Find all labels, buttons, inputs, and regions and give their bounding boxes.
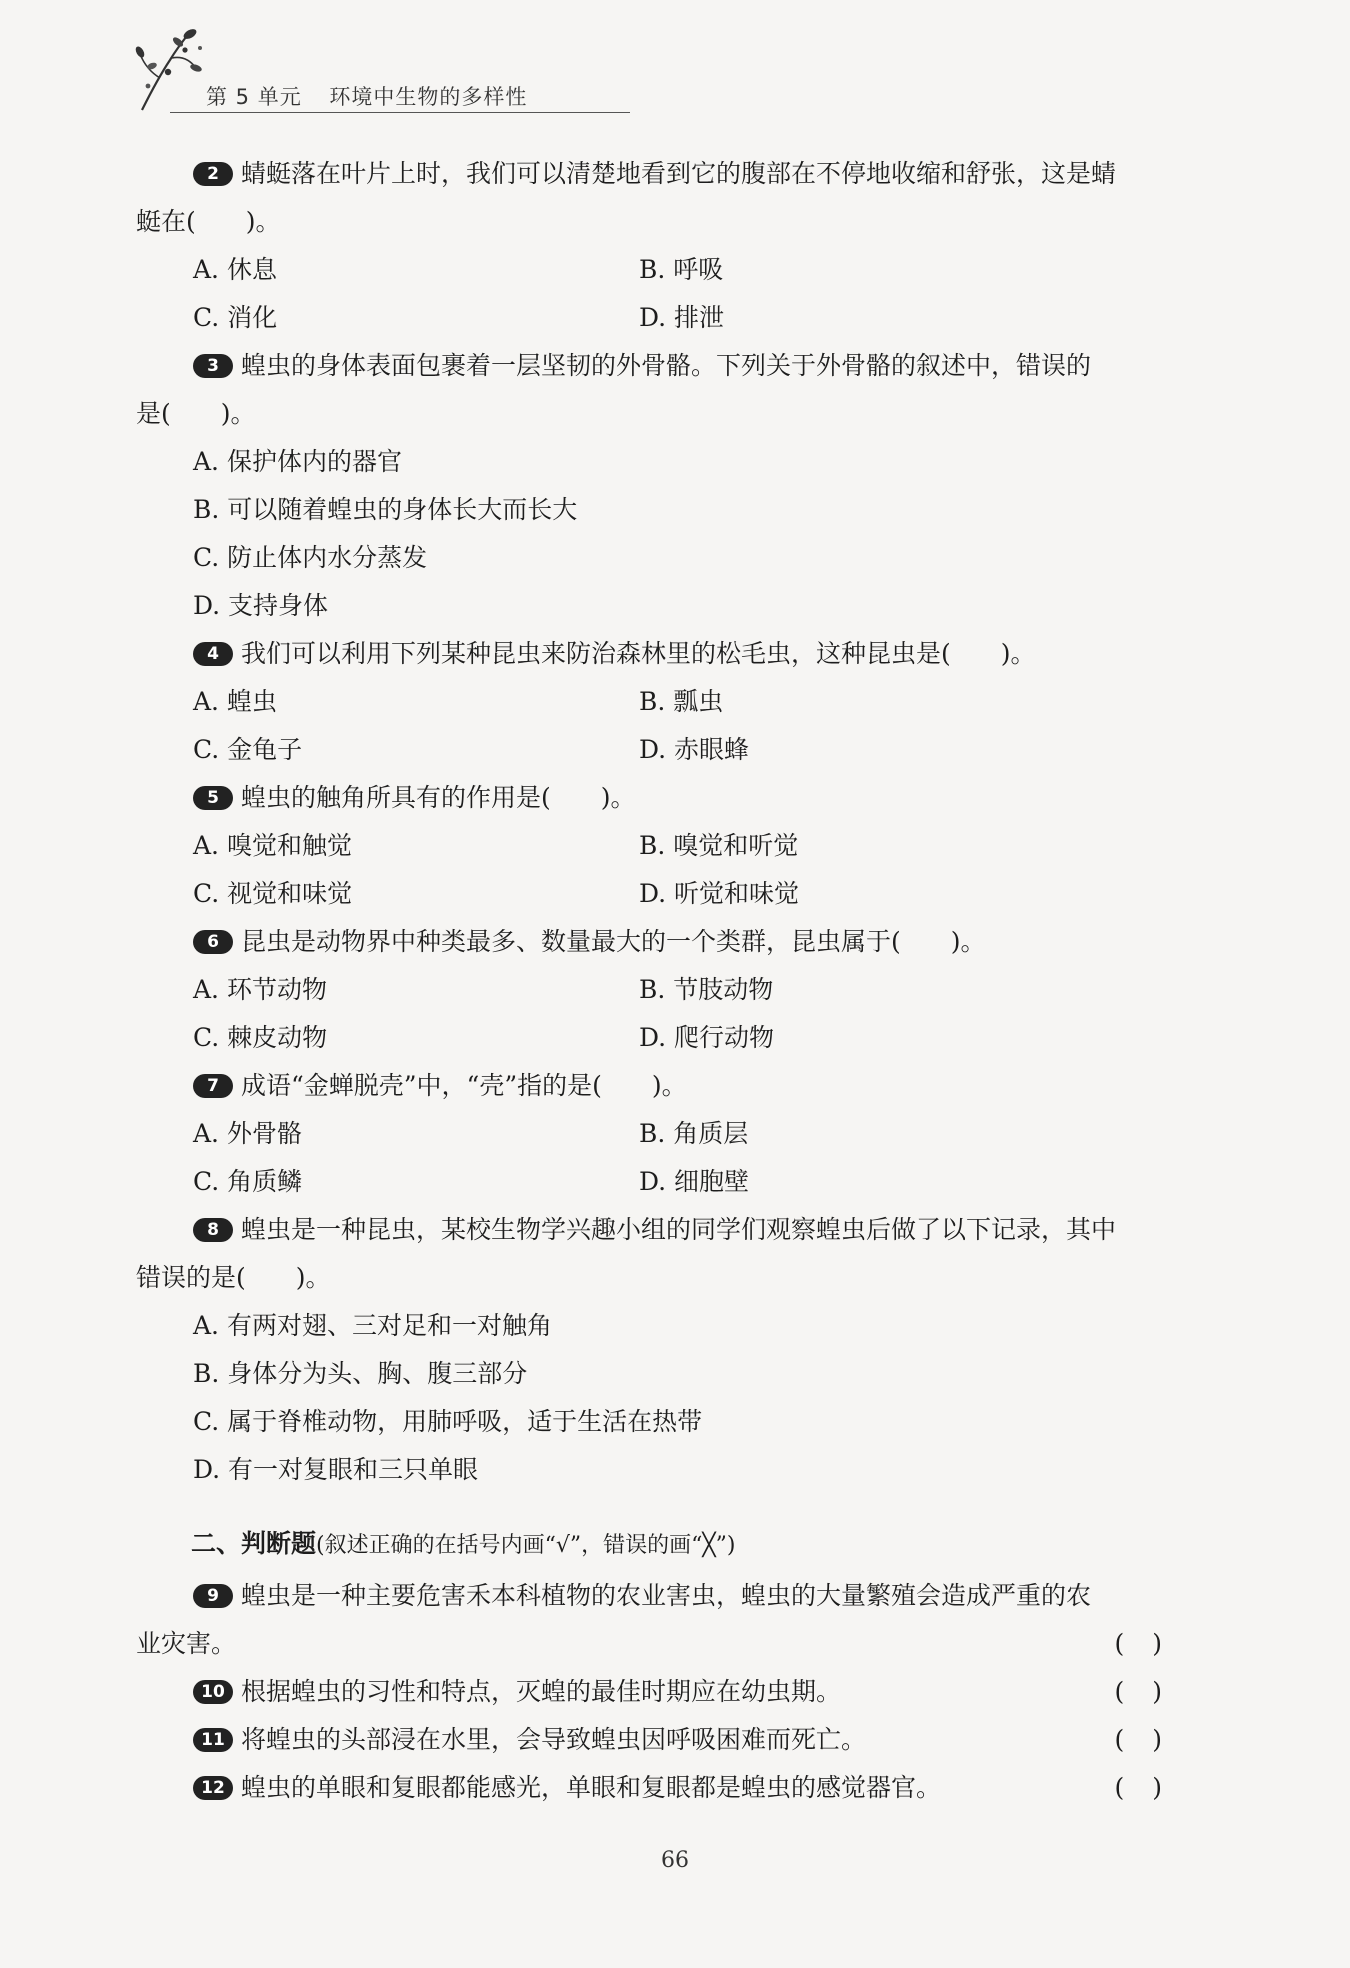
- question-3: [136, 342, 1196, 390]
- option-row: [136, 966, 1196, 1014]
- option-a: A. 休息: [193, 255, 277, 284]
- option-row: [136, 1110, 1196, 1158]
- question-number-badge: 7: [193, 1074, 233, 1098]
- option-a: A. 嗅觉和触觉: [193, 831, 352, 860]
- question-text: 我们可以利用下列某种昆虫来防治森林里的松毛虫，这种昆虫是( )。: [241, 639, 1036, 668]
- question-11: [136, 1716, 1196, 1764]
- question-number-badge: 8: [193, 1218, 233, 1242]
- question-number-badge: 5: [193, 786, 233, 810]
- question-text: 蝗虫的触角所具有的作用是( )。: [241, 783, 636, 812]
- question-number-badge: 9: [193, 1584, 233, 1608]
- question-text: 昆虫是动物界中种类最多、数量最大的一个类群，昆虫属于( )。: [241, 927, 986, 956]
- page-number: 66: [661, 1848, 689, 1873]
- option-c: C. 视觉和味觉: [193, 879, 353, 908]
- question-number-badge: 2: [193, 162, 233, 186]
- option-b: B. 瓢虫: [639, 687, 724, 716]
- option-a: A. 保护体内的器官: [193, 447, 402, 476]
- question-text: 成语“金蝉脱壳”中，“壳”指的是( )。: [241, 1071, 687, 1100]
- option-d: D. 听觉和味觉: [639, 879, 800, 908]
- question-text: 蝗虫的单眼和复眼都能感光，单眼和复眼都是蝗虫的感觉器官。: [241, 1773, 942, 1802]
- option-a: A. 蝗虫: [193, 687, 277, 716]
- question-text: 蝗虫是一种主要危害禾本科植物的农业害虫，蝗虫的大量繁殖会造成严重的农: [241, 1581, 1092, 1610]
- option-d: D. 有一对复眼和三只单眼: [193, 1455, 479, 1484]
- option-row: [136, 294, 1196, 342]
- question-5: [136, 774, 1196, 822]
- question-text: 蜻蜓落在叶片上时，我们可以清楚地看到它的腹部在不停地收缩和舒张，这是蜻: [241, 159, 1117, 188]
- option-d: D. 排泄: [639, 303, 725, 332]
- question-2: [136, 150, 1196, 198]
- question-9: [136, 1572, 1196, 1620]
- option-row: [136, 1014, 1196, 1062]
- orchid-branch-icon: [130, 20, 210, 120]
- option-c: C. 属于脊椎动物，用肺呼吸，适于生活在热带: [193, 1407, 703, 1436]
- option-a: A. 有两对翅、三对足和一对触角: [193, 1311, 552, 1340]
- option-d: D. 赤眼蜂: [639, 735, 750, 764]
- answer-parentheses[interactable]: (): [1114, 1629, 1190, 1658]
- answer-parentheses[interactable]: (): [1114, 1773, 1190, 1802]
- header-text: [206, 81, 527, 111]
- option-row: [136, 870, 1196, 918]
- question-text-continued: 是( )。: [136, 399, 256, 428]
- section-title: 二、判断题: [191, 1529, 317, 1558]
- option-a: A. 外骨骼: [193, 1119, 302, 1148]
- option-row: [136, 1158, 1196, 1206]
- question-number-badge: 6: [193, 930, 233, 954]
- question-10: [136, 1668, 1196, 1716]
- question-number-badge: 12: [193, 1776, 233, 1800]
- question-text-continued: 错误的是( )。: [136, 1263, 331, 1292]
- option-c: C. 棘皮动物: [193, 1023, 328, 1052]
- question-text: 根据蝗虫的习性和特点，灭蝗的最佳时期应在幼虫期。: [241, 1677, 842, 1706]
- option-b: B. 节肢动物: [639, 975, 774, 1004]
- question-8: [136, 1206, 1196, 1254]
- option-b: B. 身体分为头、胸、腹三部分: [193, 1359, 528, 1388]
- question-text-continued: [136, 1620, 1196, 1668]
- question-12: [136, 1764, 1196, 1812]
- question-number-badge: 10: [193, 1680, 233, 1704]
- answer-parentheses[interactable]: (): [1114, 1725, 1190, 1754]
- option-c: C. 金龟子: [193, 735, 303, 764]
- option-d: D. 爬行动物: [639, 1023, 775, 1052]
- question-6: [136, 918, 1196, 966]
- option-d: D. 细胞壁: [639, 1167, 750, 1196]
- question-number-badge: 11: [193, 1728, 233, 1752]
- question-text: 蝗虫是一种昆虫，某校生物学兴趣小组的同学们观察蝗虫后做了以下记录，其中: [241, 1215, 1117, 1244]
- header-divider: [170, 112, 630, 113]
- option-c: C. 消化: [193, 303, 278, 332]
- option-c: C. 角质鳞: [193, 1167, 303, 1196]
- unit-label: 第 5 单元: [206, 85, 302, 109]
- section-heading-true-false: [136, 1516, 1196, 1572]
- question-number-badge: 3: [193, 354, 233, 378]
- option-b: B. 角质层: [639, 1119, 749, 1148]
- option-row: [136, 678, 1196, 726]
- answer-parentheses[interactable]: (): [1114, 1677, 1190, 1706]
- option-b: B. 可以随着蝗虫的身体长大而长大: [193, 495, 578, 524]
- question-text: 业灾害。: [136, 1629, 237, 1658]
- option-b: B. 呼吸: [639, 255, 724, 284]
- question-text: 将蝗虫的头部浸在水里，会导致蝗虫因呼吸困难而死亡。: [241, 1725, 867, 1754]
- option-row: [136, 246, 1196, 294]
- question-7: [136, 1062, 1196, 1110]
- section-instructions: (叙述正确的在括号内画“√”，错误的画“╳”): [316, 1533, 736, 1558]
- option-d: D. 支持身体: [193, 591, 329, 620]
- question-4: [136, 630, 1196, 678]
- option-b: B. 嗅觉和听觉: [639, 831, 799, 860]
- option-row: [136, 822, 1196, 870]
- question-text: 蝗虫的身体表面包裹着一层坚韧的外骨骼。下列关于外骨骼的叙述中，错误的: [241, 351, 1092, 380]
- unit-title: 环境中生物的多样性: [329, 85, 528, 109]
- question-list: [136, 150, 1196, 1812]
- page-header: [130, 20, 1230, 120]
- option-c: C. 防止体内水分蒸发: [193, 543, 428, 572]
- question-number-badge: 4: [193, 642, 233, 666]
- option-a: A. 环节动物: [193, 975, 327, 1004]
- question-text-continued: 蜓在( )。: [136, 207, 281, 236]
- option-row: [136, 726, 1196, 774]
